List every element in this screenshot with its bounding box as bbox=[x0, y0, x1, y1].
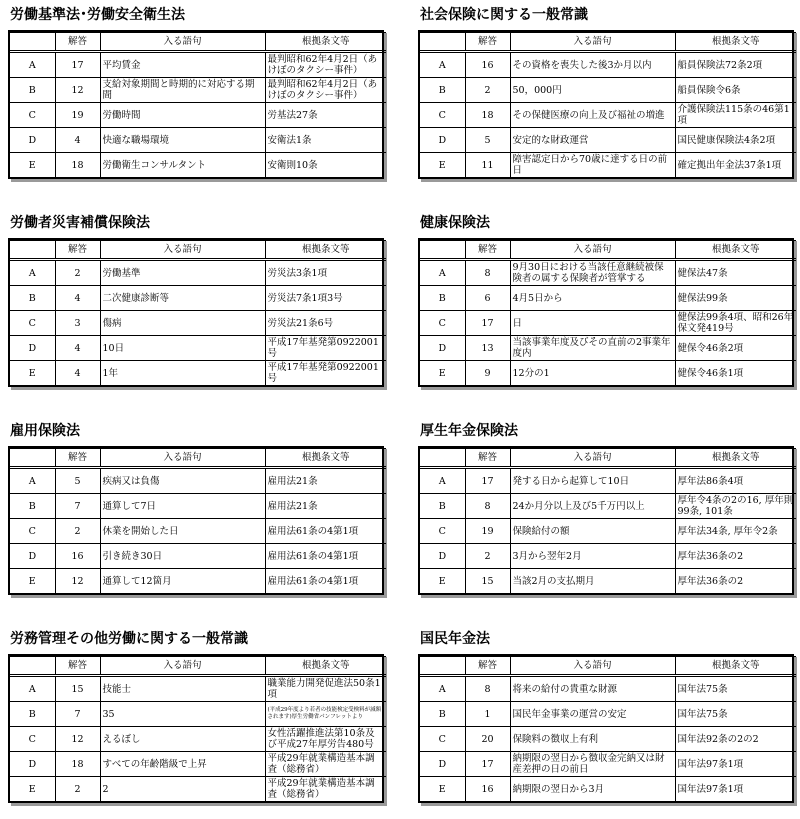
answer-cell: 17 bbox=[465, 468, 510, 494]
section-title: 社会保険に関する一般常識 bbox=[420, 7, 588, 23]
header-word: 入る語句 bbox=[510, 33, 675, 52]
answer-cell: 16 bbox=[55, 544, 100, 569]
word-cell: 日 bbox=[510, 311, 675, 336]
word-cell: 障害認定日から70歳に達する日の前日 bbox=[510, 153, 675, 178]
table-row bbox=[10, 78, 386, 103]
answer-cell: 11 bbox=[465, 153, 510, 178]
basis-cell: 介護保険法115条の46第1項 bbox=[675, 103, 796, 128]
word-cell: 発する日から起算して10日 bbox=[510, 468, 675, 494]
word-cell: えるぼし bbox=[100, 727, 265, 752]
answer-table bbox=[418, 654, 794, 803]
header-basis: 根拠条文等 bbox=[265, 33, 386, 52]
answer-cell: 2 bbox=[465, 544, 510, 569]
answer-cell: 8 bbox=[465, 260, 510, 286]
word-cell: 労働衛生コンサルタント bbox=[100, 153, 265, 178]
basis-cell: 船員保険法72条2項 bbox=[675, 52, 796, 78]
answer-table bbox=[8, 30, 384, 179]
row-label: C bbox=[10, 727, 55, 752]
basis-cell: 国民健康保険法4条2項 bbox=[675, 128, 796, 153]
section-workers-comp bbox=[8, 214, 384, 387]
word-cell: 労働時間 bbox=[100, 103, 265, 128]
row-label: B bbox=[420, 286, 465, 311]
section-title: 雇用保険法 bbox=[10, 423, 80, 439]
word-cell: 労働基準 bbox=[100, 260, 265, 286]
section-title: 労働者災害補償保険法 bbox=[10, 215, 150, 231]
basis-cell: 国年法75条 bbox=[675, 676, 796, 702]
row-label: A bbox=[420, 260, 465, 286]
header-blank bbox=[420, 449, 465, 468]
word-cell: 保険給付の額 bbox=[510, 519, 675, 544]
answer-cell: 17 bbox=[465, 311, 510, 336]
answer-cell: 20 bbox=[465, 727, 510, 752]
table-row bbox=[420, 78, 796, 103]
basis-cell: 雇用法61条の4第1項 bbox=[265, 544, 386, 569]
basis-cell: 健保法99条4項、昭和26年保文発419号 bbox=[675, 311, 796, 336]
basis-cell: 雇用法21条 bbox=[265, 468, 386, 494]
section-social-insurance-general bbox=[418, 6, 794, 179]
word-cell: 国民年金事業の運営の安定 bbox=[510, 702, 675, 727]
basis-cell: 労基法27条 bbox=[265, 103, 386, 128]
header-blank bbox=[420, 657, 465, 676]
answer-cell: 15 bbox=[55, 676, 100, 702]
header-basis: 根拠条文等 bbox=[265, 449, 386, 468]
basis-cell: 平成17年基発第0922001号 bbox=[265, 336, 386, 361]
basis-cell: 安衛則10条 bbox=[265, 153, 386, 178]
table-row bbox=[420, 569, 796, 594]
header-answer: 解答 bbox=[465, 33, 510, 52]
word-cell: 当該事業年度及びその直前の2事業年度内 bbox=[510, 336, 675, 361]
answer-cell: 16 bbox=[465, 777, 510, 802]
table-row bbox=[10, 468, 386, 494]
header-blank bbox=[10, 449, 55, 468]
answer-table bbox=[8, 446, 384, 595]
table-row bbox=[420, 702, 796, 727]
section-title: 労働基準法･労働安全衛生法 bbox=[10, 7, 185, 23]
answer-cell: 17 bbox=[465, 752, 510, 777]
answer-cell: 2 bbox=[55, 777, 100, 802]
table-header-row bbox=[10, 449, 386, 468]
word-cell: 安定的な財政運営 bbox=[510, 128, 675, 153]
table-row bbox=[10, 727, 386, 752]
table-header-row bbox=[420, 449, 796, 468]
section-title: 労務管理その他労働に関する一般常識 bbox=[10, 631, 248, 647]
table-row bbox=[420, 336, 796, 361]
header-answer: 解答 bbox=[55, 449, 100, 468]
word-cell: 将来の給付の貴重な財源 bbox=[510, 676, 675, 702]
header-blank bbox=[10, 33, 55, 52]
answer-cell: 3 bbox=[55, 311, 100, 336]
answer-cell: 6 bbox=[465, 286, 510, 311]
table-row bbox=[10, 702, 386, 727]
row-label: C bbox=[420, 727, 465, 752]
table-row bbox=[420, 468, 796, 494]
table-row bbox=[420, 752, 796, 777]
answer-cell: 13 bbox=[465, 336, 510, 361]
word-cell: 平均賃金 bbox=[100, 52, 265, 78]
word-cell: 通算して12箇月 bbox=[100, 569, 265, 594]
table-row bbox=[420, 494, 796, 519]
row-label: D bbox=[10, 752, 55, 777]
row-label: D bbox=[420, 544, 465, 569]
word-cell: 傷病 bbox=[100, 311, 265, 336]
header-basis: 根拠条文等 bbox=[265, 657, 386, 676]
table-row bbox=[10, 103, 386, 128]
table-row bbox=[10, 544, 386, 569]
table-row bbox=[10, 52, 386, 78]
word-cell: 納期限の翌日から3月 bbox=[510, 777, 675, 802]
basis-cell: 最判昭和62年4月2日（あけぼのタクシー事件） bbox=[265, 78, 386, 103]
answer-cell: 12 bbox=[55, 569, 100, 594]
answer-cell: 8 bbox=[465, 494, 510, 519]
answer-cell: 17 bbox=[55, 52, 100, 78]
word-cell: 快適な職場環境 bbox=[100, 128, 265, 153]
header-blank bbox=[420, 241, 465, 260]
answer-cell: 7 bbox=[55, 494, 100, 519]
word-cell: 技能士 bbox=[100, 676, 265, 702]
basis-cell: 国年法75条 bbox=[675, 702, 796, 727]
word-cell: 10日 bbox=[100, 336, 265, 361]
row-label: B bbox=[420, 494, 465, 519]
row-label: E bbox=[10, 153, 55, 178]
section-health-insurance bbox=[418, 214, 794, 387]
row-label: E bbox=[420, 361, 465, 386]
row-label: E bbox=[10, 569, 55, 594]
row-label: E bbox=[420, 153, 465, 178]
answer-cell: 5 bbox=[55, 468, 100, 494]
basis-cell: 厚年法34条, 厚年令2条 bbox=[675, 519, 796, 544]
row-label: D bbox=[420, 336, 465, 361]
section-labor-standards bbox=[8, 6, 384, 179]
word-cell: 通算して7日 bbox=[100, 494, 265, 519]
header-answer: 解答 bbox=[465, 657, 510, 676]
table-row bbox=[10, 153, 386, 178]
basis-cell: 雇用法61条の4第1項 bbox=[265, 519, 386, 544]
basis-cell: 女性活躍推進法第10条及び平成27年厚労告480号 bbox=[265, 727, 386, 752]
basis-cell: 厚年法86条4項 bbox=[675, 468, 796, 494]
basis-cell: 健保令46条2項 bbox=[675, 336, 796, 361]
table-header-row bbox=[10, 33, 386, 52]
basis-cell: 国年法97条1項 bbox=[675, 777, 796, 802]
word-cell: 24か月分以上及び5千万円以上 bbox=[510, 494, 675, 519]
answer-table bbox=[418, 30, 794, 179]
table-row bbox=[10, 286, 386, 311]
word-cell: 当該2月の支払期月 bbox=[510, 569, 675, 594]
answer-cell: 18 bbox=[55, 153, 100, 178]
word-cell: すべての年齢階級で上昇 bbox=[100, 752, 265, 777]
answer-table bbox=[418, 238, 794, 387]
table-row bbox=[420, 676, 796, 702]
table-row bbox=[420, 727, 796, 752]
answer-cell: 19 bbox=[465, 519, 510, 544]
table-header-row bbox=[420, 241, 796, 260]
basis-cell: 平成29年就業構造基本調査（総務省） bbox=[265, 777, 386, 802]
table-header-row bbox=[10, 241, 386, 260]
row-label: C bbox=[10, 519, 55, 544]
section-national-pension bbox=[418, 630, 794, 803]
basis-cell: 確定拠出年金法37条1項 bbox=[675, 153, 796, 178]
word-cell: 納期限の翌日から徴収金完納又は財産差押の日の前日 bbox=[510, 752, 675, 777]
header-word: 入る語句 bbox=[100, 33, 265, 52]
answer-cell: 4 bbox=[55, 336, 100, 361]
answer-cell: 12 bbox=[55, 727, 100, 752]
word-cell: 12分の1 bbox=[510, 361, 675, 386]
row-label: E bbox=[10, 777, 55, 802]
header-basis: 根拠条文等 bbox=[675, 33, 796, 52]
row-label: B bbox=[10, 286, 55, 311]
section-employment-insurance bbox=[8, 422, 384, 595]
answer-table bbox=[418, 446, 794, 595]
word-cell: その資格を喪失した後3か月以内 bbox=[510, 52, 675, 78]
row-label: E bbox=[420, 569, 465, 594]
header-answer: 解答 bbox=[465, 241, 510, 260]
header-word: 入る語句 bbox=[100, 241, 265, 260]
answer-cell: 7 bbox=[55, 702, 100, 727]
header-basis: 根拠条文等 bbox=[675, 241, 796, 260]
answer-cell: 1 bbox=[465, 702, 510, 727]
table-row bbox=[10, 494, 386, 519]
basis-cell: 国年法92条の2の2 bbox=[675, 727, 796, 752]
section-title: 国民年金法 bbox=[420, 631, 490, 647]
answer-cell: 9 bbox=[465, 361, 510, 386]
basis-cell: 最判昭和62年4月2日（あけぼのタクシー事件） bbox=[265, 52, 386, 78]
basis-cell: 健保法99条 bbox=[675, 286, 796, 311]
basis-cell: 雇用法61条の4第1項 bbox=[265, 569, 386, 594]
header-basis: 根拠条文等 bbox=[265, 241, 386, 260]
basis-cell: 厚年法36条の2 bbox=[675, 569, 796, 594]
answer-cell: 4 bbox=[55, 286, 100, 311]
word-cell: 2 bbox=[100, 777, 265, 802]
table-row bbox=[10, 777, 386, 802]
table-row bbox=[420, 260, 796, 286]
answer-cell: 5 bbox=[465, 128, 510, 153]
answer-cell: 4 bbox=[55, 128, 100, 153]
table-row bbox=[420, 519, 796, 544]
row-label: D bbox=[420, 128, 465, 153]
table-row bbox=[10, 752, 386, 777]
section-labor-management-general bbox=[8, 630, 384, 803]
row-label: C bbox=[420, 311, 465, 336]
header-blank bbox=[10, 241, 55, 260]
basis-cell: 厚年法36条の2 bbox=[675, 544, 796, 569]
table-row bbox=[420, 311, 796, 336]
header-basis: 根拠条文等 bbox=[675, 449, 796, 468]
word-cell: 支給対象期間と時期的に対応する期間 bbox=[100, 78, 265, 103]
header-word: 入る語句 bbox=[510, 241, 675, 260]
header-answer: 解答 bbox=[465, 449, 510, 468]
header-word: 入る語句 bbox=[510, 657, 675, 676]
word-cell: 二次健康診断等 bbox=[100, 286, 265, 311]
row-label: D bbox=[10, 544, 55, 569]
row-label: A bbox=[10, 468, 55, 494]
row-label: B bbox=[10, 702, 55, 727]
answer-cell: 2 bbox=[465, 78, 510, 103]
word-cell: 保険料の徴収上有利 bbox=[510, 727, 675, 752]
table-row bbox=[10, 336, 386, 361]
basis-cell: 平成29年就業構造基本調査（総務省） bbox=[265, 752, 386, 777]
header-basis: 根拠条文等 bbox=[675, 657, 796, 676]
basis-cell: (平成29年度より若者の技能検定受検料が減額されます)厚生労働省パンフレットより bbox=[265, 702, 386, 727]
row-label: C bbox=[10, 103, 55, 128]
basis-cell: 国年法97条1項 bbox=[675, 752, 796, 777]
basis-cell: 労災法3条1項 bbox=[265, 260, 386, 286]
table-row bbox=[420, 128, 796, 153]
table-header-row bbox=[10, 657, 386, 676]
row-label: A bbox=[420, 676, 465, 702]
word-cell: 50，000円 bbox=[510, 78, 675, 103]
header-word: 入る語句 bbox=[510, 449, 675, 468]
header-answer: 解答 bbox=[55, 657, 100, 676]
table-row bbox=[10, 519, 386, 544]
basis-cell: 雇用法21条 bbox=[265, 494, 386, 519]
table-row bbox=[420, 544, 796, 569]
row-label: D bbox=[420, 752, 465, 777]
row-label: B bbox=[420, 702, 465, 727]
section-title: 厚生年金保険法 bbox=[420, 423, 518, 439]
row-label: A bbox=[10, 52, 55, 78]
table-row bbox=[10, 569, 386, 594]
word-cell: その保健医療の向上及び福祉の増進 bbox=[510, 103, 675, 128]
row-label: E bbox=[10, 361, 55, 386]
answer-cell: 18 bbox=[465, 103, 510, 128]
table-row bbox=[420, 103, 796, 128]
table-row bbox=[420, 361, 796, 386]
basis-cell: 安衛法1条 bbox=[265, 128, 386, 153]
basis-cell: 平成17年基発第0922001号 bbox=[265, 361, 386, 386]
answer-cell: 2 bbox=[55, 519, 100, 544]
row-label: E bbox=[420, 777, 465, 802]
row-label: C bbox=[420, 103, 465, 128]
row-label: A bbox=[420, 52, 465, 78]
table-row bbox=[10, 311, 386, 336]
row-label: D bbox=[10, 128, 55, 153]
answer-table bbox=[8, 654, 384, 803]
answer-cell: 12 bbox=[55, 78, 100, 103]
section-welfare-pension bbox=[418, 422, 794, 595]
basis-cell: 船員保険令6条 bbox=[675, 78, 796, 103]
answer-cell: 19 bbox=[55, 103, 100, 128]
basis-cell: 労災法7条1項3号 bbox=[265, 286, 386, 311]
basis-cell: 厚年令4条の2の16, 厚年則99条, 101条 bbox=[675, 494, 796, 519]
answer-table bbox=[8, 238, 384, 387]
word-cell: 休業を開始した日 bbox=[100, 519, 265, 544]
row-label: A bbox=[420, 468, 465, 494]
basis-cell: 職業能力開発促進法50条1項 bbox=[265, 676, 386, 702]
word-cell: 4月5日から bbox=[510, 286, 675, 311]
row-label: C bbox=[420, 519, 465, 544]
header-answer: 解答 bbox=[55, 33, 100, 52]
table-row bbox=[10, 260, 386, 286]
table-row bbox=[420, 777, 796, 802]
header-word: 入る語句 bbox=[100, 449, 265, 468]
section-title: 健康保険法 bbox=[420, 215, 490, 231]
answer-cell: 16 bbox=[465, 52, 510, 78]
table-row bbox=[420, 153, 796, 178]
header-answer: 解答 bbox=[55, 241, 100, 260]
row-label: B bbox=[10, 78, 55, 103]
table-header-row bbox=[420, 657, 796, 676]
header-blank bbox=[420, 33, 465, 52]
answer-cell: 18 bbox=[55, 752, 100, 777]
header-blank bbox=[10, 657, 55, 676]
table-row bbox=[10, 676, 386, 702]
row-label: C bbox=[10, 311, 55, 336]
answer-cell: 2 bbox=[55, 260, 100, 286]
table-row bbox=[10, 128, 386, 153]
row-label: A bbox=[10, 260, 55, 286]
word-cell: 引き続き30日 bbox=[100, 544, 265, 569]
table-row bbox=[10, 361, 386, 386]
word-cell: 1年 bbox=[100, 361, 265, 386]
row-label: D bbox=[10, 336, 55, 361]
basis-cell: 労災法21条6号 bbox=[265, 311, 386, 336]
basis-cell: 健保令46条1項 bbox=[675, 361, 796, 386]
row-label: B bbox=[10, 494, 55, 519]
table-row bbox=[420, 286, 796, 311]
basis-cell: 健保法47条 bbox=[675, 260, 796, 286]
answer-cell: 4 bbox=[55, 361, 100, 386]
word-cell: 疾病又は負傷 bbox=[100, 468, 265, 494]
table-row bbox=[420, 52, 796, 78]
answer-cell: 15 bbox=[465, 569, 510, 594]
row-label: A bbox=[10, 676, 55, 702]
table-header-row bbox=[420, 33, 796, 52]
word-cell: 9月30日における当該任意継続被保険者の属する保険者が管掌する bbox=[510, 260, 675, 286]
word-cell: 3月から翌年2月 bbox=[510, 544, 675, 569]
word-cell: 35 bbox=[100, 702, 265, 727]
answer-cell: 8 bbox=[465, 676, 510, 702]
row-label: B bbox=[420, 78, 465, 103]
header-word: 入る語句 bbox=[100, 657, 265, 676]
